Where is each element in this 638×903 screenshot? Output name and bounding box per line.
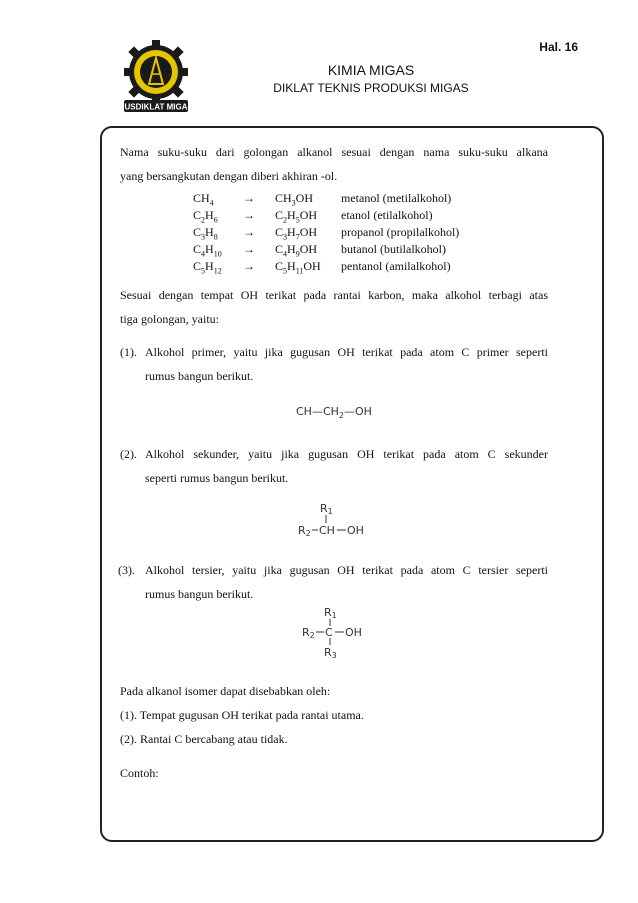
- intro-line-2: yang bersangkutan dengan diberi akhiran -ol.: [120, 169, 338, 183]
- classification-line-1: Sesuai dengan tempat OH terikat pada rantai karbon, maka alkohol terbagi atas: [120, 288, 548, 302]
- primary-alcohol-structure: [296, 405, 372, 420]
- item-number: (1).: [120, 345, 137, 359]
- alkane-formula: $CH_4$: [193, 191, 214, 208]
- alcohol-formula: $CH_3OH$: [275, 191, 314, 208]
- atom-label: CH: [322, 405, 339, 418]
- alcohol-formula: $C_3H_7OH$: [275, 225, 318, 242]
- item-primary: [145, 340, 548, 388]
- tertiary-alcohol-structure: [300, 604, 380, 660]
- r1-label: R1: [324, 606, 337, 620]
- alcohol-name: pentanol (amilalkohol): [341, 259, 451, 273]
- r1-label: R1: [320, 502, 333, 516]
- arrow-icon: →: [243, 259, 255, 273]
- item-number: (3).: [118, 563, 135, 577]
- alcohol-name: propanol (propilalkohol): [341, 225, 460, 239]
- item-tertiary: [145, 558, 548, 606]
- formula-row: [193, 225, 553, 242]
- formula-row: [193, 191, 553, 208]
- formula-row: [193, 242, 553, 259]
- intro-line-1: Nama suku-suku dari golongan alkanol sesuai dengan nama suku-suku alkana: [120, 145, 548, 159]
- example-label: Contoh:: [120, 766, 159, 780]
- bond: —: [344, 405, 355, 418]
- hydroxyl-label: OH: [347, 524, 364, 537]
- isomer-intro: Pada alkanol isomer dapat disebabkan oleh:: [120, 684, 331, 698]
- item-line-2: seperti rumus bangun berikut.: [145, 471, 289, 485]
- alcohol-formula: $C_2H_5OH$: [275, 208, 318, 225]
- alkane-formula: $C_4H_{10}$: [193, 242, 222, 259]
- item-number: (2).: [120, 447, 137, 461]
- r2-label: R2: [298, 524, 311, 538]
- alcohol-formula: $C_5H_{11}OH$: [275, 259, 321, 276]
- alkane-formula: $C_2H_6$: [193, 208, 218, 225]
- formula-row: [193, 259, 553, 276]
- item-line-1: Alkohol tersier, yaitu jika gugusan OH terikat pada atom C tersier seperti: [145, 563, 548, 577]
- alkane-formula: $C_3H_8$: [193, 225, 218, 242]
- arrow-icon: →: [243, 191, 255, 205]
- hydroxyl-label: OH: [345, 626, 362, 639]
- item-line-2: rumus bangun berikut.: [145, 587, 254, 601]
- item-line-2: rumus bangun berikut.: [145, 369, 254, 383]
- alcohol-name: etanol (etilalkohol): [341, 208, 433, 222]
- carbon-label: CH: [319, 524, 335, 537]
- arrow-icon: →: [243, 225, 255, 239]
- atom-subscript: 2: [338, 411, 344, 421]
- bond: —: [311, 405, 323, 418]
- logo-text: PUSDIKLAT MIGAS: [119, 102, 193, 112]
- isomer-point-2: (2). Rantai C bercabang atau tidak.: [120, 732, 288, 746]
- alcohol-name: metanol (metilalkohol): [341, 191, 452, 205]
- item-line-1: Alkohol sekunder, yaitu jika gugusan OH terikat pada atom C sekunder: [145, 447, 548, 461]
- arrow-icon: →: [243, 208, 255, 222]
- r3-label: R3: [324, 646, 337, 660]
- classification-paragraph: [120, 283, 548, 331]
- intro-paragraph: [120, 140, 548, 188]
- secondary-alcohol-structure: [296, 500, 376, 540]
- item-secondary: [145, 442, 548, 490]
- alcohol-formula: $C_4H_9OH$: [275, 242, 318, 259]
- item-line-1: Alkohol primer, yaitu jika gugusan OH terikat pada atom C primer seperti: [145, 345, 548, 359]
- atom-label: OH: [355, 405, 372, 418]
- page-number: Hal. 16: [539, 40, 578, 54]
- alkane-formula: $C_5H_{12}$: [193, 259, 222, 276]
- r2-label: R2: [302, 626, 315, 640]
- classification-line-2: tiga golongan, yaitu:: [120, 312, 219, 326]
- carbon-label: C: [325, 626, 333, 639]
- alcohol-name: butanol (butilalkohol): [341, 242, 446, 256]
- atom-label: CH: [296, 405, 312, 418]
- page-title: KIMIA MIGAS: [327, 62, 415, 78]
- isomer-point-1: (1). Tempat gugusan OH terikat pada rantai utama.: [120, 708, 364, 722]
- arrow-icon: →: [243, 242, 255, 256]
- formula-row: [193, 208, 553, 225]
- page-subtitle: DIKLAT TEKNIS PRODUKSI MIGAS: [273, 81, 469, 95]
